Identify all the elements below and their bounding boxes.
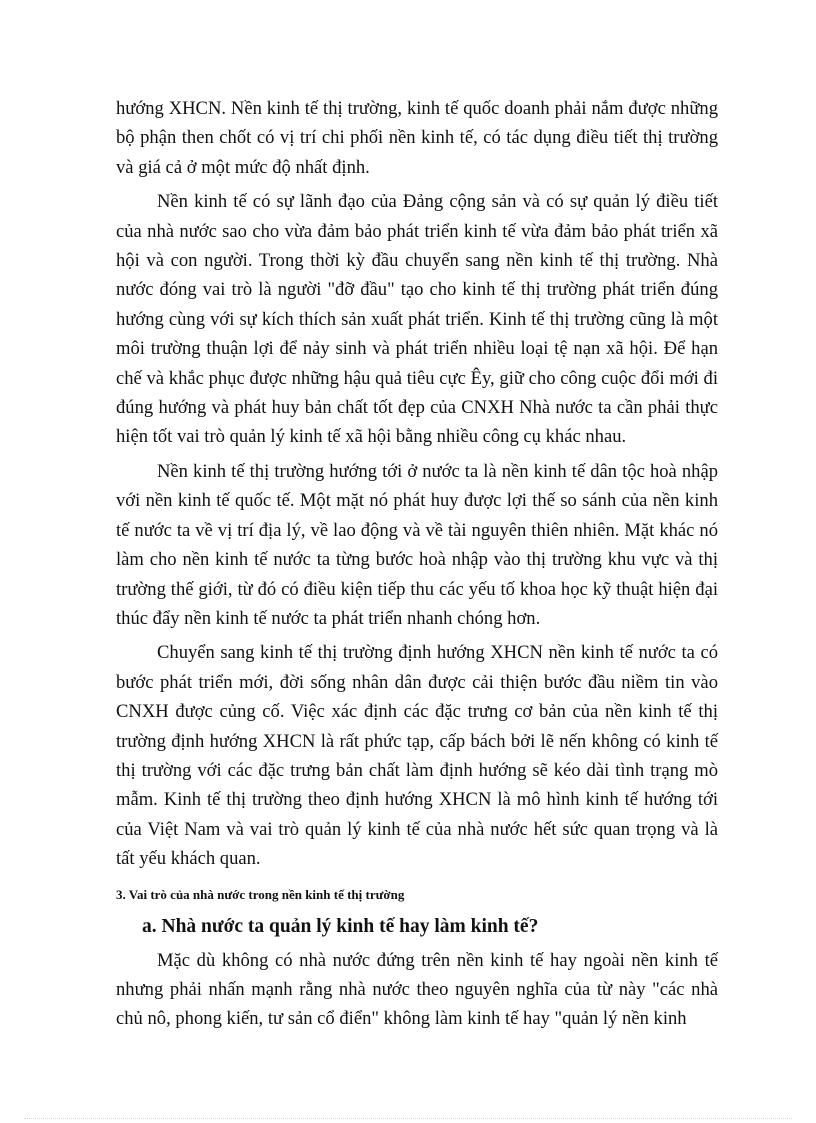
paragraph-integration: Nền kinh tế thị trường hướng tới ở nước ta là nền kinh tế dân tộc hoà nhập với nền kinh tế quốc tế. Một mặt nó phát huy được lợi thế so sánh của nền kinh tế nước ta về vị trí địa lý, về lao động và về tài nguyên thiên nhiên. Mặt khác nó làm cho nền kinh tế nước ta từng bước hoà nhập vào thị trường khu vực và thị trường thế giới, từ đó có điều kiện tiếp thu các yếu tố khoa học kỹ thuật hiện đại thúc đẩy nền kinh tế nước ta phát triển nhanh chóng hơn. xyxy=(116,460,718,629)
paragraph-state-role: Mặc dù không có nhà nước đứng trên nền kinh tế hay ngoài nền kinh tế nhưng phải nhấn mạnh rằng nhà nước theo nguyên nghĩa của từ này "các nhà chủ nô, phong kiến, tư sản cổ điển" không làm kinh tế hay "quản lý nền kinh xyxy=(116,949,718,1030)
subsection-heading: a. Nhà nước ta quản lý kinh tế hay làm kinh tế? xyxy=(142,915,539,937)
paragraph-party-leadership: Nền kinh tế có sự lãnh đạo của Đảng cộng sản và có sự quản lý điều tiết của nhà nước sao cho vừa đảm bảo phát triển kinh tế vừa đảm bảo phát triển xã hội và con người. Trong thời kỳ đầu chuyển sang nền kinh tế thị trường. Nhà nước đóng vai trò là người "đỡ đầu" tạo cho kinh tế thị trường phát triển đúng hướng cùng với sự kích thích sản xuất phát triển. Kinh tế thị trường cũng là một môi trường thuận lợi để nảy sinh và phát triển nhiều loại tệ nạn xã hội. Để hạn chế và khắc phục được những hậu quả tiêu cực Êy, giữ cho công cuộc đổi mới đi đúng hướng và phát huy bản chất tốt đẹp của CNXH Nhà nước ta cần phải thực hiện tốt vai trò quản lý kinh tế xã hội bằng nhiều công cụ khác nhau. xyxy=(116,191,718,448)
document-page xyxy=(116,94,718,1034)
section-heading: 3. Vai trò của nhà nước trong nền kinh tế thị trường xyxy=(116,886,405,902)
paragraph-continuation: hướng XHCN. Nền kinh tế thị trường, kinh tế quốc doanh phải nắm được những bộ phận then chốt có vị trí chi phối nền kinh tế, có tác dụng điều tiết thị trường và giá cả ở một mức độ nhất định. xyxy=(116,98,718,178)
page-bottom-divider xyxy=(24,1118,792,1119)
paragraph-transition: Chuyển sang kinh tế thị trường định hướng XHCN nền kinh tế nước ta có bước phát triển mới, đời sống nhân dân được cải thiện bước đầu niềm tin vào CNXH được củng cố. Việc xác định các đặc trưng cơ bản của nền kinh tế thị trường định hướng XHCN là rất phức tạp, cấp bách bởi lẽ nến không có kinh tế thị trường với các đặc trưng bản chất làm định hướng sẽ kéo dài tình trạng mò mẫm. Kinh tế thị trường theo định hướng XHCN là mô hình kinh tế hướng tới của Việt Nam và vai trò quản lý kinh tế của nhà nước hết sức quan trọng và là tất yếu khách quan. xyxy=(116,642,718,870)
